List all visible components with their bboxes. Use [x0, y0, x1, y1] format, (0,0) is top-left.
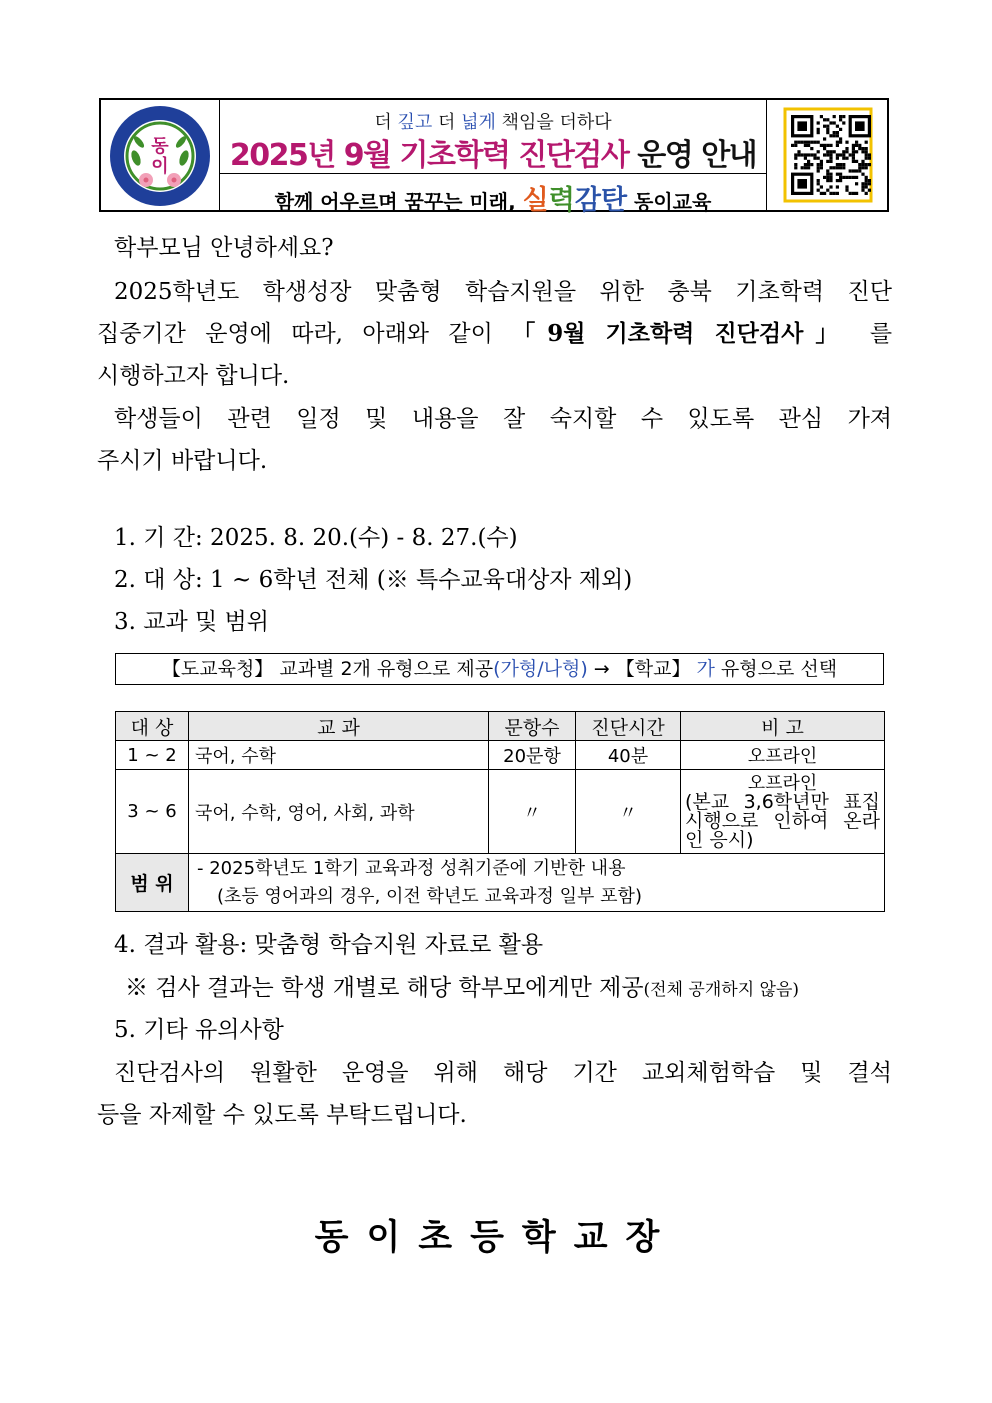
- paragraph-1-line-2-end: 를: [869, 321, 893, 347]
- qr-module: [829, 192, 832, 195]
- qr-module: [836, 163, 839, 166]
- qr-module: [826, 144, 829, 147]
- qr-module: [810, 147, 813, 150]
- qr-module: [836, 144, 839, 147]
- qr-module: [810, 163, 813, 166]
- qr-module: [839, 173, 842, 176]
- qr-module: [807, 163, 810, 166]
- qr-module: [794, 163, 797, 166]
- motto-char-1: 실: [522, 185, 549, 216]
- qr-module: [865, 153, 868, 156]
- qr-module: [820, 185, 823, 188]
- qr-module: [823, 147, 826, 150]
- page-title-black: 운영 안내: [628, 138, 757, 173]
- qr-module: [865, 141, 868, 144]
- qr-module: [849, 169, 852, 172]
- item-other-notes: 5. 기타 유의사항: [114, 1017, 284, 1043]
- qr-module: [845, 185, 848, 188]
- result-note-main: ※ 검사 결과는 학생 개별로 해당 학부모에게만 제공: [125, 975, 644, 1001]
- qr-module: [836, 173, 839, 176]
- header-box: [99, 98, 889, 216]
- paragraph-2-line-2: 주시기 바랍니다.: [97, 448, 268, 474]
- qr-module: [836, 192, 839, 195]
- item-result-use: 4. 결과 활용: 맞춤형 학습지원 자료로 활용: [114, 932, 544, 958]
- qr-module: [817, 166, 820, 169]
- range-label: 범 위: [116, 854, 189, 912]
- qr-module: [829, 134, 832, 137]
- table-cell: 40분: [576, 741, 681, 770]
- qr-module: [842, 176, 845, 179]
- qr-module: [865, 179, 868, 182]
- qr-module: [836, 125, 839, 128]
- paragraph-1-line-1: 2025학년도 학생성장 맞춤형 학습지원을 위한 충북 기초학력 진단: [114, 279, 892, 305]
- qr-module: [849, 176, 852, 179]
- qr-module: [858, 166, 861, 169]
- qr-module: [833, 150, 836, 153]
- qr-module: [868, 157, 871, 160]
- qr-module: [836, 166, 839, 169]
- notice-box: [115, 653, 884, 685]
- qr-module: [868, 189, 871, 192]
- qr-module: [868, 163, 871, 166]
- qr-module: [813, 141, 816, 144]
- principal-signature: 동이초등학교장: [314, 1218, 678, 1258]
- qr-module: [807, 153, 810, 156]
- qr-module: [817, 157, 820, 160]
- item-subjects: 3. 교과 및 범위: [114, 609, 269, 635]
- qr-module: [826, 176, 829, 179]
- school-logo: [101, 100, 219, 210]
- qr-finder: [797, 179, 807, 189]
- qr-module: [807, 160, 810, 163]
- qr-module: [797, 153, 800, 156]
- qr-module: [861, 185, 864, 188]
- qr-module: [826, 118, 829, 121]
- qr-module: [829, 153, 832, 156]
- page-title-colored: 2025년 9월 기초학력 진단검사: [229, 138, 629, 173]
- qr-module: [836, 179, 839, 182]
- remark-main: 오프라인: [747, 772, 818, 794]
- motto-char-3: 감: [574, 185, 601, 216]
- notice-part-3: → 【학교】: [587, 658, 697, 680]
- qr-module: [845, 150, 848, 153]
- qr-module: [855, 192, 858, 195]
- qr-module: [804, 153, 807, 156]
- qr-module: [823, 176, 826, 179]
- paragraph-1-line-3: 시행하고자 합니다.: [97, 363, 290, 389]
- notice-type-options: (가형/나형): [493, 658, 588, 680]
- qr-module: [826, 160, 829, 163]
- qr-module: [801, 141, 804, 144]
- qr-module: [804, 141, 807, 144]
- remark-detail: (본교 3,6학년만 표집 시행으로 인하여 온라인 응시): [685, 790, 880, 851]
- qr-module: [839, 166, 842, 169]
- qr-module: [817, 121, 820, 124]
- table-cell-remark: [681, 770, 885, 854]
- qr-module: [829, 179, 832, 182]
- qr-module: [852, 144, 855, 147]
- qr-module: [849, 153, 852, 156]
- qr-module: [829, 173, 832, 176]
- qr-module: [826, 169, 829, 172]
- qr-module: [839, 118, 842, 121]
- qr-module: [833, 192, 836, 195]
- table-cell: 3 ~ 6: [116, 770, 189, 854]
- qr-module: [823, 125, 826, 128]
- page-title: [219, 130, 767, 174]
- qr-module: [842, 121, 845, 124]
- table-header: 교 과: [189, 712, 489, 741]
- qr-module: [855, 144, 858, 147]
- paragraph-3-line-2: 등을 자제할 수 있도록 부탁드립니다.: [97, 1102, 467, 1128]
- slogan-mid: 더: [432, 112, 462, 133]
- table-row: [116, 770, 885, 854]
- range-content: [189, 854, 885, 912]
- qr-module: [865, 147, 868, 150]
- qr-module: [861, 173, 864, 176]
- qr-module: [868, 153, 871, 156]
- qr-module: [813, 153, 816, 156]
- qr-module: [842, 150, 845, 153]
- qr-module: [794, 166, 797, 169]
- qr-module: [842, 163, 845, 166]
- qr-module: [823, 118, 826, 121]
- qr-module: [865, 185, 868, 188]
- qr-module: [855, 176, 858, 179]
- item-period: 1. 기 간: 2025. 8. 20.(수) - 8. 27.(수): [114, 525, 518, 551]
- qr-module: [858, 169, 861, 172]
- qr-module: [839, 137, 842, 140]
- qr-module: [794, 153, 797, 156]
- qr-module: [804, 166, 807, 169]
- qr-module: [807, 144, 810, 147]
- qr-module: [842, 153, 845, 156]
- table-cell: 20문항: [489, 741, 576, 770]
- qr-module: [836, 157, 839, 160]
- qr-module: [826, 150, 829, 153]
- qr-module: [801, 153, 804, 156]
- qr-finder: [797, 121, 807, 131]
- qr-module: [836, 134, 839, 137]
- qr-module: [865, 166, 868, 169]
- motto-char-4: 탄: [600, 185, 628, 216]
- qr-module: [861, 150, 864, 153]
- qr-module: [836, 185, 839, 188]
- table-header: 문항수: [489, 712, 576, 741]
- qr-module: [855, 169, 858, 172]
- qr-module: [839, 176, 842, 179]
- qr-module: [842, 115, 845, 118]
- qr-module: [813, 157, 816, 160]
- qr-module: [845, 189, 848, 192]
- qr-module: [833, 134, 836, 137]
- qr-module: [839, 128, 842, 131]
- qr-module: [823, 144, 826, 147]
- qr-module: [810, 141, 813, 144]
- table-cell: 국어, 수학: [189, 741, 489, 770]
- qr-module: [807, 166, 810, 169]
- exam-table: [115, 711, 885, 912]
- qr-module: [829, 150, 832, 153]
- qr-module: [865, 163, 868, 166]
- table-cell: 국어, 수학, 영어, 사회, 과학: [189, 770, 489, 854]
- qr-module: [801, 166, 804, 169]
- qr-module: [868, 182, 871, 185]
- qr-module: [852, 153, 855, 156]
- logo-text-bottom: 이: [151, 156, 169, 177]
- title-divider: [219, 173, 767, 174]
- notice-part-1: 【도교육청】 교과별 2개 유형으로 제공: [161, 658, 494, 680]
- paragraph-3-line-1: 진단검사의 원활한 운영을 위해 해당 기간 교외체험학습 및 결석: [114, 1060, 892, 1086]
- qr-module: [845, 157, 848, 160]
- qr-module: [861, 166, 864, 169]
- qr-module: [817, 182, 820, 185]
- qr-module: [807, 141, 810, 144]
- qr-module: [817, 128, 820, 131]
- qr-module: [823, 137, 826, 140]
- qr-module: [829, 144, 832, 147]
- qr-module: [804, 163, 807, 166]
- slogan-word-deep: 깊고: [397, 112, 433, 133]
- qr-module: [797, 150, 800, 153]
- qr-module: [797, 141, 800, 144]
- qr-module: [839, 141, 842, 144]
- qr-module: [855, 182, 858, 185]
- qr-module: [868, 179, 871, 182]
- qr-module: [852, 160, 855, 163]
- qr-module: [829, 121, 832, 124]
- qr-module: [817, 131, 820, 134]
- qr-module: [839, 163, 842, 166]
- qr-module: [865, 150, 868, 153]
- qr-module: [833, 115, 836, 118]
- qr-module: [817, 163, 820, 166]
- slogan-word-wide: 넓게: [461, 112, 496, 133]
- qr-module: [852, 157, 855, 160]
- qr-module: [823, 153, 826, 156]
- qr-module: [820, 166, 823, 169]
- qr-module: [852, 176, 855, 179]
- qr-module: [845, 147, 848, 150]
- qr-module: [826, 153, 829, 156]
- qr-module: [839, 115, 842, 118]
- greeting: 학부모님 안녕하세요?: [114, 235, 334, 261]
- slogan-prefix: 더: [374, 112, 398, 133]
- table-cell: 〃: [576, 770, 681, 854]
- qr-module: [823, 192, 826, 195]
- table-cell: 오프라인: [681, 741, 885, 770]
- table-cell: 〃: [489, 770, 576, 854]
- qr-module: [861, 163, 864, 166]
- qr-module: [845, 141, 848, 144]
- qr-module: [833, 121, 836, 124]
- result-note: [97, 973, 892, 1005]
- range-line-2: (초등 영어과의 경우, 이전 학년도 교육과정 일부 포함): [217, 885, 642, 907]
- qr-module: [820, 115, 823, 118]
- qr-module: [826, 125, 829, 128]
- qr-code[interactable]: [767, 100, 887, 210]
- motto-char-2: 력: [548, 185, 575, 216]
- qr-module: [852, 192, 855, 195]
- paragraph-2-line-1: 학생들이 관련 일정 및 내용을 잘 숙지할 수 있도록 관심 가져: [114, 406, 892, 432]
- motto: [219, 178, 767, 217]
- slogan-suffix: 책임을 더하다: [495, 112, 612, 133]
- qr-module: [852, 147, 855, 150]
- qr-module: [817, 189, 820, 192]
- qr-module: [794, 141, 797, 144]
- qr-module: [855, 150, 858, 153]
- qr-module: [855, 141, 858, 144]
- qr-module: [861, 189, 864, 192]
- paragraph-1-line-2-text: 집중기간 운영에 따라, 아래와 같이: [97, 321, 513, 347]
- qr-cell: [766, 100, 887, 210]
- table-header: 진단시간: [576, 712, 681, 741]
- qr-module: [810, 153, 813, 156]
- logo-text-top: 동: [151, 136, 169, 157]
- qr-module: [820, 144, 823, 147]
- qr-module: [791, 144, 794, 147]
- qr-module: [826, 131, 829, 134]
- qr-module: [817, 169, 820, 172]
- qr-module: [858, 144, 861, 147]
- qr-module: [829, 185, 832, 188]
- result-note-small: (전체 공개하지 않음): [643, 980, 799, 1000]
- qr-module: [836, 131, 839, 134]
- table-header-row: [116, 712, 885, 741]
- table-row-range: [116, 854, 885, 912]
- qr-module: [852, 150, 855, 153]
- exam-name-highlight: 「9월 기초학력 진단검사」: [512, 320, 851, 347]
- qr-module: [829, 160, 832, 163]
- qr-module: [820, 163, 823, 166]
- qr-module: [833, 131, 836, 134]
- qr-module: [794, 157, 797, 160]
- motto-prefix: 함께 어우르며 꿈꾸는 미래,: [274, 190, 523, 214]
- qr-module: [858, 147, 861, 150]
- qr-module: [845, 176, 848, 179]
- motto-suffix: 동이교육: [627, 190, 712, 214]
- logo-cell: [101, 100, 220, 210]
- title-cell: [219, 100, 767, 216]
- table-row: [116, 741, 885, 770]
- range-line-1: - 2025학년도 1학기 교육과정 성취기준에 기반한 내용: [197, 857, 626, 879]
- qr-module: [833, 166, 836, 169]
- qr-module: [826, 173, 829, 176]
- paragraph-1-line-2: [97, 319, 892, 349]
- qr-module: [858, 163, 861, 166]
- qr-module: [829, 157, 832, 160]
- qr-module: [836, 153, 839, 156]
- qr-module: [817, 179, 820, 182]
- qr-module: [855, 160, 858, 163]
- qr-module: [842, 157, 845, 160]
- qr-module: [839, 179, 842, 182]
- qr-module: [842, 166, 845, 169]
- qr-module: [852, 169, 855, 172]
- qr-module: [820, 192, 823, 195]
- notice-selected-type: 가: [696, 658, 715, 680]
- qr-module: [865, 182, 868, 185]
- qr-module: [820, 160, 823, 163]
- qr-module: [804, 157, 807, 160]
- qr-module: [865, 176, 868, 179]
- qr-module: [861, 160, 864, 163]
- qr-module: [836, 141, 839, 144]
- qr-module: [826, 128, 829, 131]
- item-target: 2. 대 상: 1 ~ 6학년 전체 (※ 특수교육대상자 제외): [114, 567, 633, 593]
- table-cell: 1 ~ 2: [116, 741, 189, 770]
- qr-module: [861, 182, 864, 185]
- qr-module: [794, 144, 797, 147]
- table-header: 대 상: [116, 712, 189, 741]
- qr-module: [804, 144, 807, 147]
- qr-module: [826, 189, 829, 192]
- qr-module: [865, 157, 868, 160]
- qr-module: [839, 153, 842, 156]
- table-header: 비 고: [681, 712, 885, 741]
- notice-part-5: 유형으로 선택: [714, 658, 838, 680]
- qr-module: [817, 141, 820, 144]
- qr-finder: [855, 121, 865, 131]
- qr-module: [829, 166, 832, 169]
- qr-module: [817, 150, 820, 153]
- qr-module: [865, 192, 868, 195]
- qr-module: [849, 192, 852, 195]
- qr-module: [861, 147, 864, 150]
- qr-module: [829, 176, 832, 179]
- qr-module: [826, 179, 829, 182]
